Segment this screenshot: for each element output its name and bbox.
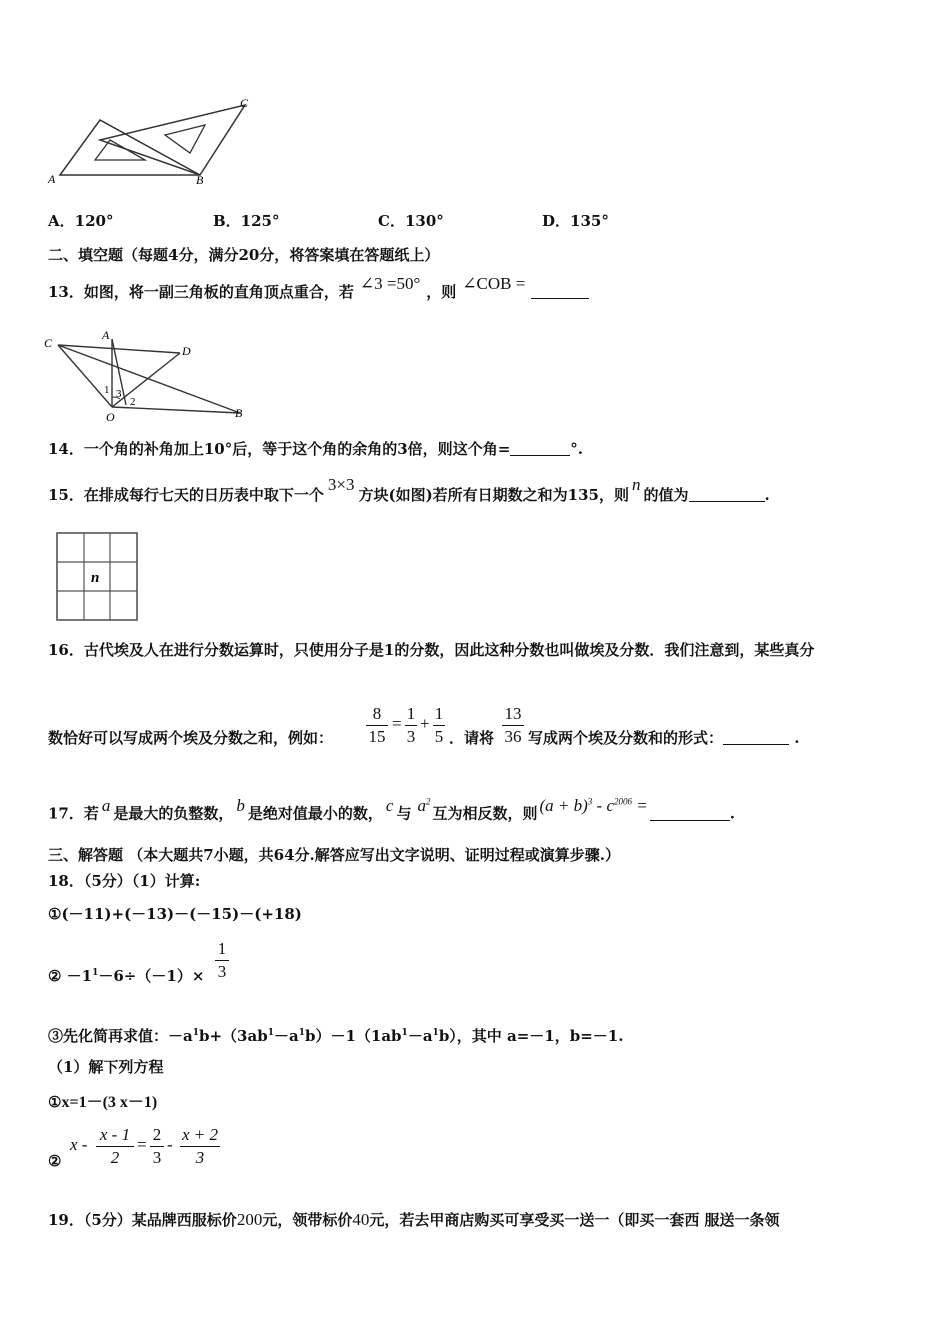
question-19: 19．（5分）某品牌西服标价200元，领带标价40元，若去甲商店购买可享受买一送一（即买一套西 服送一条领: [48, 1210, 780, 1229]
question-15: 15．在排成每行七天的日历表中取下一个3×3方块(如图)若所有日期数之和为135，则n的值为 .: [48, 475, 770, 504]
question-18-part-2: ② $-1^1-6\div(-1)\times$: [48, 967, 205, 985]
figure-13-triangles: [40, 325, 260, 425]
example-fraction-1-5: $\frac{1}{5}$: [434, 704, 444, 746]
figure-12-triangles: [40, 95, 260, 190]
question-18-part-1: ①(－11)+(－13)－(－15)－(+18): [48, 905, 302, 923]
option-c: C．130°: [378, 212, 444, 230]
fig13-label-c: C: [44, 336, 53, 350]
equation-2-fraction-2: $\frac{2}{3}$: [150, 1124, 164, 1169]
option-a: A．120°: [48, 212, 114, 230]
example-equals: =: [392, 714, 402, 733]
option-d: D．135°: [542, 212, 609, 230]
equation-1: ①x=1－(3 x－1): [48, 1093, 158, 1111]
question-16-line-1: 16．古代埃及人在进行分数运算时，只使用分子是1的分数，因此这种分数也叫做埃及分数．我们注意到，某些真分: [48, 641, 815, 659]
question-16-line-2-mid: ．请将: [449, 729, 495, 747]
section-2-title: 二、填空题（每题4分，满分20分，将答案填在答题纸上）: [48, 246, 440, 264]
section-3-title: 三、解答题 （本大题共7小题，共64分.解答应写出文字说明、证明过程或演算步骤.）: [48, 846, 620, 864]
fig12-label-b: B: [196, 173, 204, 187]
grid-center-n: n: [91, 570, 100, 586]
equation-2-equals: =: [137, 1135, 147, 1154]
question-13: 13．如图，将一副三角板的直角顶点重合，若 ∠3 =50° ，则 ∠COB =: [48, 283, 589, 301]
question-18-part-3: ③先化简再求值：$-a^1b+(3ab^1-a^1b)-1(1ab^1-a^1b)$，其中 a=－1，b=－1.: [48, 1027, 624, 1045]
example-plus: +: [420, 714, 430, 733]
fig13-angle-2: 2: [130, 396, 136, 408]
calendar-grid-figure: [56, 532, 140, 622]
question-16-line-2-post: 写成两个埃及分数和的形式： .: [528, 729, 800, 747]
equation-2-fraction-1: $\frac{x - 1}{2}$: [96, 1124, 134, 1169]
fraction-1-3: $\frac{1}{3}$: [215, 938, 229, 983]
equation-2-marker: ②: [48, 1152, 62, 1170]
question-14: 14．一个角的补角加上10°后，等于这个角的余角的3倍，则这个角= °.: [48, 440, 583, 458]
target-fraction-13-36: $\frac{13}{36}$: [502, 703, 524, 748]
fig12-label-a: A: [48, 172, 56, 186]
fig12-label-c: C: [240, 96, 249, 110]
question-18-title: 18．（5分）（1）计算:: [48, 872, 201, 890]
fig13-label-a: A: [102, 328, 110, 342]
fig13-angle-1: 1: [104, 384, 110, 396]
fig13-label-o: O: [106, 410, 115, 424]
question-18-equations-title: （1）解下列方程: [48, 1058, 164, 1076]
question-16-line-2-pre: 数恰好可以写成两个埃及分数之和，例如：: [48, 729, 334, 747]
example-fraction-8-15: $\frac{8}{15}$: [366, 703, 388, 748]
equation-2-minus: -: [167, 1135, 173, 1154]
equation-2-x: x -: [70, 1135, 88, 1154]
equation-2-fraction-3: $\frac{x + 2}{3}$: [181, 1125, 219, 1167]
fig13-label-b: B: [235, 406, 243, 420]
example-fraction-1-3: $\frac{1}{3}$: [406, 704, 416, 746]
fig13-label-d: D: [182, 344, 191, 358]
fig13-angle-3: 3: [116, 388, 122, 400]
question-17: 17．若 a 是最大的负整数， b 是绝对值最小的数， c 与 $a^2$互为相反数，则 $(a + b)^3 - c^{2006}$ = .: [48, 795, 735, 823]
option-b: B．125°: [213, 212, 280, 230]
